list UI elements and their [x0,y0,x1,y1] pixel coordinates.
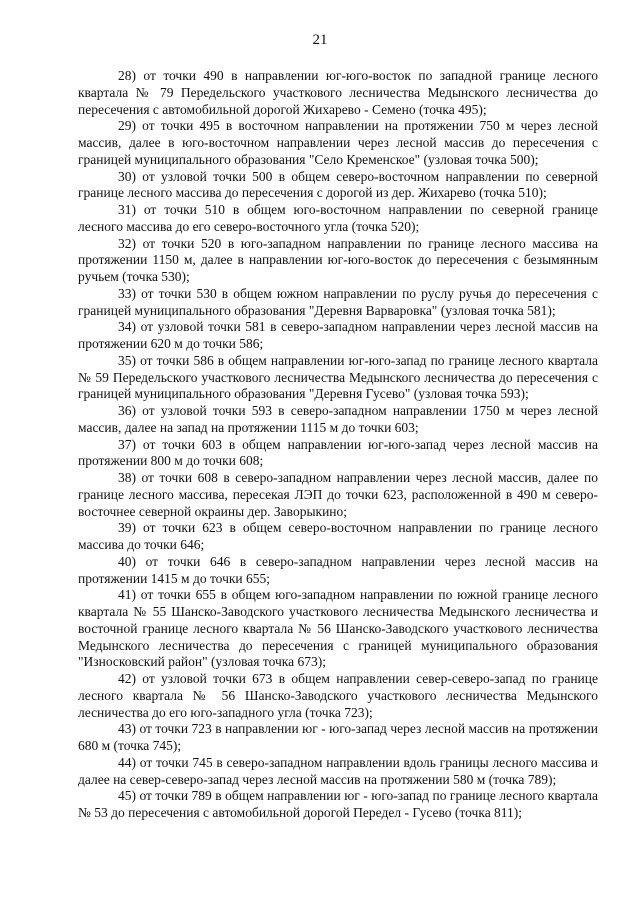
document-body [78,68,598,822]
paragraph-32: 32) от точки 520 в юго-западном направлении по границе лесного массива на протяжении 1150 м, далее в направлении юг-юго-восток до пересечения с безымянным ручьем (точка 530); [78,235,598,284]
paragraph-43: 43) от точки 723 в направлении юг - юго-запад через лесной массив на протяжении 680 м (точка 745); [78,721,598,753]
page-number: 21 [312,32,328,48]
paragraph-40: 40) от точки 646 в северо-западном направлении через лесной массив на протяжении 1415 м до точки 655; [78,553,598,586]
paragraph-45: 45) от точки 789 в общем направлении юг - юго-запад по границе лесного квартала № 53 до пересечения с автомобильной дорогой Передел - Гусево (точка 811); [78,788,598,820]
paragraph-38: 38) от точки 608 в северо-западном направлении через лесной массив, далее по границе лесного массива, пересекая ЛЭП до точки 623, расположенной в 490 м северо-восточнее северной окраины дер. Заворыкино; [78,470,598,519]
paragraph-41: 41) от точки 655 в общем юго-западном направлении по южной границе лесного квартала № 55 Шанско-Заводского участкового лесничества Медынского лесничества и восточной границе лесного квартала № 56 Шанско-Заводского участкового лесничества Медынского лесничества до пересечения с границей муниципального образования "Износковский район" (узловая точка 673); [78,587,598,670]
paragraph-34: 34) от узловой точки 581 в северо-западном направлении через лесной массив на протяжении 620 м до точки 586; [78,319,598,351]
paragraph-39: 39) от точки 623 в общем северо-восточном направлении по границе лесного массива до точки 646; [78,520,598,552]
paragraph-28: 28) от точки 490 в направлении юг-юго-восток по западной границе лесного квартала № 79 Передельского участкового лесничества Медынского лесничества до пересечения с автомобильной дорогой Жихарево - Семено (точка 495); [78,68,598,117]
paragraph-36: 36) от узловой точки 593 в северо-западном направлении 1750 м через лесной массив, далее на запад на протяжении 1115 м до точки 603; [78,403,598,435]
paragraph-35: 35) от точки 586 в общем направлении юг-юго-запад по границе лесного квартала № 59 Передельского участкового лесничества Медынского лесничества до пересечения с границей муниципального образования "Деревня Гусево" (узловая точка 593); [78,352,598,402]
paragraph-33: 33) от точки 530 в общем южном направлении по руслу ручья до пересечения с границей муниципального образования "Деревня Варваровка" (узловая точка 581); [78,285,598,318]
paragraph-44: 44) от точки 745 в северо-западном направлении вдоль границы лесного массива и далее на север-северо-запад через лесной массив на протяжении 580 м (точка 789); [78,754,598,787]
paragraph-30: 30) от узловой точки 500 в общем северо-восточном направлении по северной границе лесного массива до пересечения с дорогой из дер. Жихарево (точка 510); [78,168,598,201]
paragraph-37: 37) от точки 603 в общем направлении юг-юго-запад через лесной массив на протяжении 800 м до точки 608; [78,436,598,469]
paragraph-42: 42) от узловой точки 673 в общем направлении север-северо-запад по границе лесного квартала № 56 Шанско-Заводского участкового лесничества Медынского лесничества до его юго-западного угла (точка 723); [78,671,598,720]
paragraph-31: 31) от точки 510 в общем юго-восточном направлении по северной границе лесного массива до его северо-восточного угла (точка 520); [78,202,598,234]
paragraph-29: 29) от точки 495 в восточном направлении на протяжении 750 м через лесной массив, далее в юго-восточном направлении через лесной массив до пересечения с границей муниципального образования "Село Кременское" (узловая точка 500); [78,118,598,167]
